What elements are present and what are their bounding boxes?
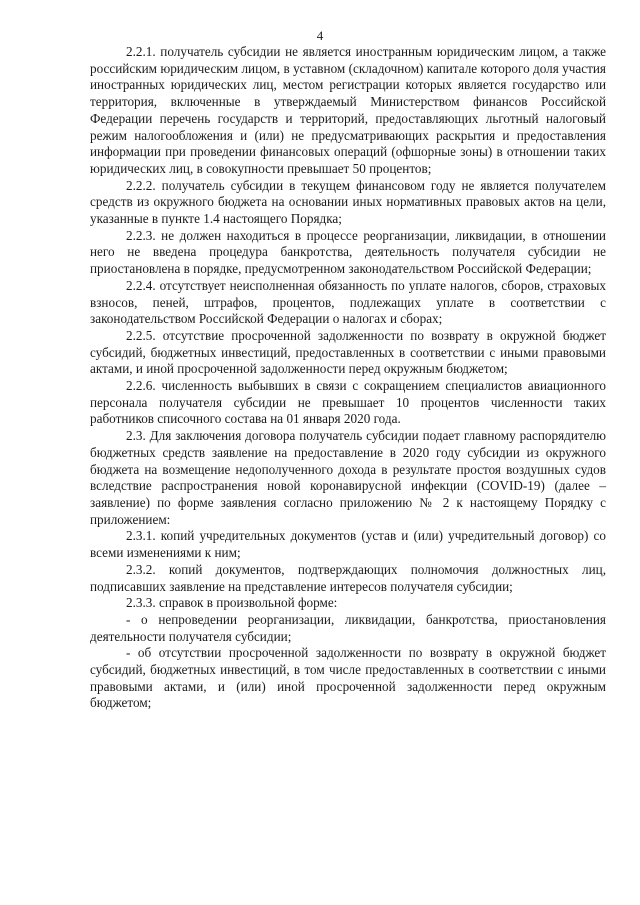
paragraph-2-2-3: 2.2.3. не должен находиться в процессе реорганизации, ликвидации, в отношении него не введена процедура банкротства, деятельность получателя субсидии не приостановлена в порядке, предусмотренном законодательством Российской Федерации; <box>90 227 606 277</box>
document-body <box>90 44 606 712</box>
paragraph-2-3-2: 2.3.2. копий документов, подтверждающих полномочия должностных лиц, подписавших заявление на представление интересов получателя субсидии; <box>90 561 606 594</box>
paragraph-2-3: 2.3. Для заключения договора получатель субсидии подает главному распорядителю бюджетных средств заявление на предоставление в 2020 году субсидии из окружного бюджета на возмещение недополученного дохода в результате простоя воздушных судов вследствие распространения новой коронавирусной инфекции (COVID-19) (далее – заявление) по форме заявления согласно приложению № 2 к настоящему Порядку с приложением: <box>90 428 606 527</box>
paragraph-2-2-1: 2.2.1. получатель субсидии не является иностранным юридическим лицом, а также российским юридическим лицом, в уставном (складочном) капитале которого доля участия иностранных юридических лиц, местом регистрации которых является государство или территория, включенные в утверждаемый Министерством финансов Российской Федерации перечень государств и территорий, предоставляющих льготный налоговый режим налогообложения и (или) не предусматривающих раскрытия и предоставления информации при проведении финансовых операций (офшорные зоны) в отношении таких юридических лиц, в совокупности превышает 50 процентов; <box>90 44 606 176</box>
paragraph-2-3-1: 2.3.1. копий учредительных документов (устав и (или) учредительный договор) со всеми изменениями к ним; <box>90 528 606 561</box>
page-number: 4 <box>316 28 324 43</box>
list-item-no-overdue-debt: - об отсутствии просроченной задолженности по возврату в окружной бюджет субсидий, бюджетных инвестиций, в том числе предоставленных в соответствии с иными правовыми актами, и (или) иной просроченной задолженности перед окружным бюджетом; <box>90 645 606 711</box>
paragraph-2-2-5: 2.2.5. отсутствие просроченной задолженности по возврату в окружной бюджет субсидий, бюджетных инвестиций, предоставленных в соответствии с иными правовыми актами, и иной просроченной задолженности перед окружным бюджетом; <box>90 327 606 377</box>
paragraph-2-2-2: 2.2.2. получатель субсидии в текущем финансовом году не является получателем средств из окружного бюджета на основании иных нормативных правовых актов на цели, указанные в пункте 1.4 настоящего Порядка; <box>90 177 606 227</box>
paragraph-2-3-3: 2.3.3. справок в произвольной форме: <box>126 595 338 611</box>
paragraph-2-2-4: 2.2.4. отсутствует неисполненная обязанность по уплате налогов, сборов, страховых взносов, пеней, штрафов, процентов, подлежащих уплате в соответствии с законодательством Российской Федерации о налогах и сборах; <box>90 277 606 327</box>
list-item-no-reorganization: - о непроведении реорганизации, ликвидации, банкротства, приостановления деятельности получателя субсидии; <box>90 611 606 644</box>
paragraph-2-2-6: 2.2.6. численность выбывших в связи с сокращением специалистов авиационного персонала получателя субсидии не превышает 10 процентов численности таких работников списочного состава на 01 января 2020 года. <box>90 378 606 427</box>
